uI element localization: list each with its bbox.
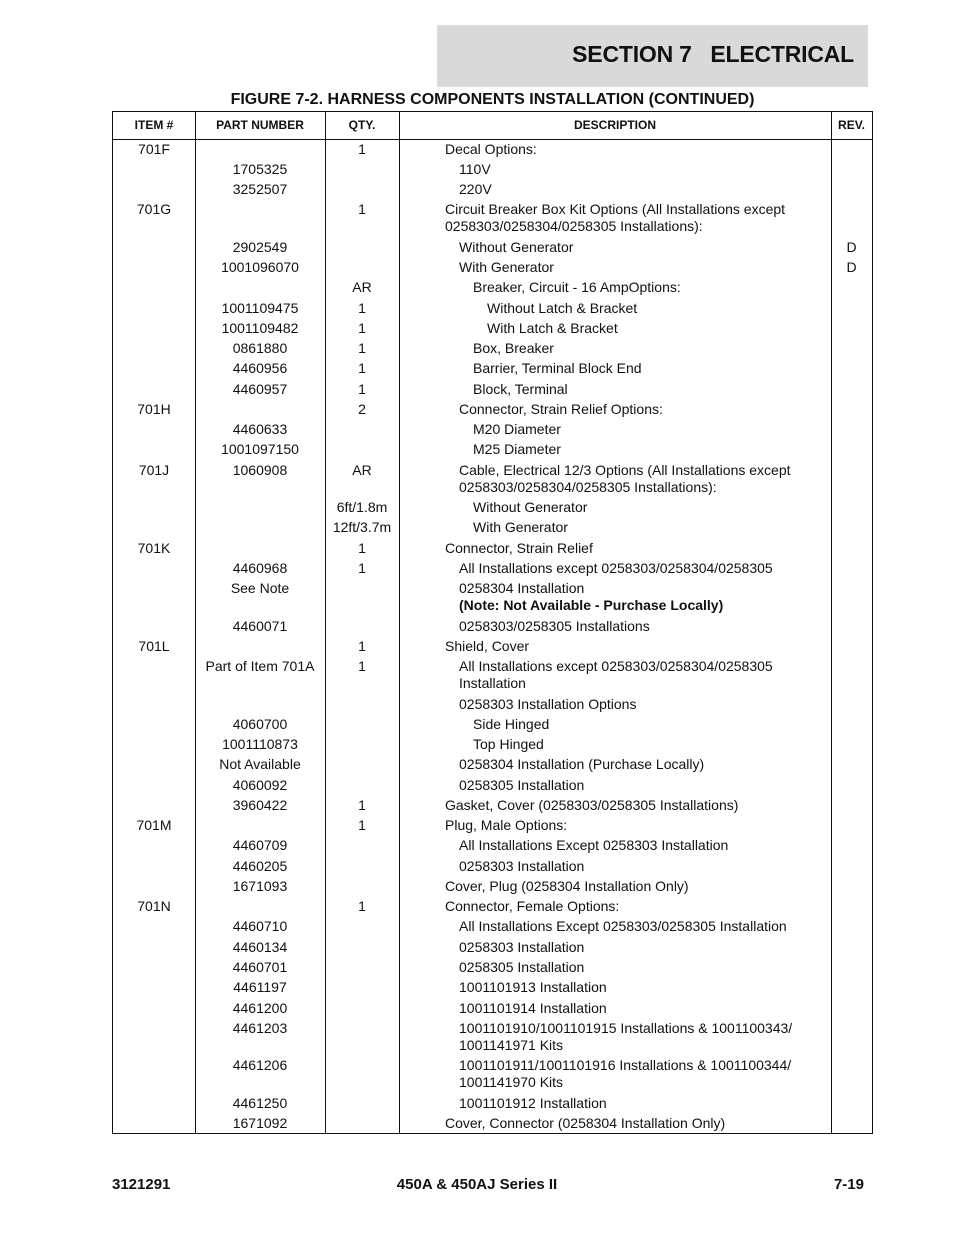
quantity-cell: 1 [358, 560, 366, 576]
table-row [113, 519, 872, 539]
description-cell [473, 340, 858, 357]
description-cell [459, 259, 844, 276]
description-cell [459, 462, 844, 496]
description-cell [473, 441, 858, 458]
description-text: Connector, Strain Relief [445, 540, 593, 556]
table-row [113, 441, 872, 461]
quantity-cell: 1 [358, 381, 366, 397]
table-row [113, 1057, 872, 1090]
part-number-cell: 1671092 [232, 1115, 288, 1131]
part-number-cell: 3252507 [232, 181, 288, 197]
table-row [113, 898, 872, 918]
description-text: M25 Diameter [473, 441, 561, 457]
quantity-cell: 1 [358, 540, 366, 556]
column-header-qty: QTY. [348, 118, 376, 132]
item-number-cell: 701N [137, 898, 171, 914]
description-text: Without Generator [473, 499, 588, 515]
description-cell [459, 1095, 844, 1112]
item-number-cell: 701M [136, 817, 172, 833]
description-cell [459, 181, 844, 198]
part-number-cell: 4461200 [232, 1000, 288, 1016]
quantity-cell: 1 [358, 817, 366, 833]
table-row [113, 797, 872, 817]
item-number-cell: 701F [138, 141, 170, 157]
table-row [113, 756, 872, 776]
description-cell [445, 638, 830, 655]
table-row [113, 878, 872, 898]
quantity-cell: 2 [358, 401, 366, 417]
description-cell [459, 777, 844, 794]
description-text: 1001101913 Installation [459, 979, 607, 995]
quantity-cell: 6ft/1.8m [336, 499, 388, 515]
doc-number: 3121291 [112, 1176, 171, 1193]
part-number-cell: 2902549 [232, 239, 288, 255]
part-number-cell: 3960422 [232, 797, 288, 813]
column-header-part-number: PART NUMBER [216, 118, 304, 132]
parts-table [112, 111, 873, 1134]
description-cell [459, 756, 844, 773]
description-cell [459, 837, 844, 854]
table-row [113, 979, 872, 999]
part-number-cell: 4060700 [232, 716, 288, 732]
table-row [113, 239, 872, 259]
quantity-cell: AR [352, 279, 372, 295]
item-number-cell: 701K [137, 540, 171, 556]
description-cell [473, 360, 858, 377]
quantity-cell: 1 [358, 797, 366, 813]
quantity-cell: 1 [358, 638, 366, 654]
description-cell [459, 918, 844, 935]
table-row [113, 340, 872, 360]
part-number-cell: Part of Item 701A [205, 658, 315, 674]
column-header-item: ITEM # [134, 118, 174, 132]
description-text: 0258305 Installation [459, 959, 585, 975]
table-row [113, 580, 872, 613]
description-cell [473, 716, 858, 733]
description-cell [459, 858, 844, 875]
description-cell [459, 939, 844, 956]
description-cell [473, 736, 858, 753]
description-text: With Latch & Bracket [487, 320, 618, 336]
part-number-cell: 4060092 [232, 777, 288, 793]
description-text: 0258305 Installation [459, 777, 585, 793]
quantity-cell: 1 [358, 141, 366, 157]
table-row [113, 837, 872, 857]
quantity-cell: AR [352, 462, 372, 478]
description-cell [459, 1000, 844, 1017]
description-cell [459, 1057, 844, 1091]
description-cell [459, 580, 844, 614]
part-number-cell: 4461206 [232, 1057, 288, 1073]
description-text: With Generator [473, 519, 568, 535]
description-text: Cover, Plug (0258304 Installation Only) [445, 878, 689, 894]
description-text: 1001101911/1001101916 Installations & 1001100344/ 1001141970 Kits [459, 1057, 792, 1090]
table-row [113, 201, 872, 234]
part-number-cell: 4460134 [232, 939, 288, 955]
quantity-cell: 1 [358, 898, 366, 914]
description-text: Barrier, Terminal Block End [473, 360, 642, 376]
part-number-cell: See Note [230, 580, 290, 596]
description-text: 1001101914 Installation [459, 1000, 607, 1016]
part-number-cell: 4460957 [232, 381, 288, 397]
description-text: All Installations Except 0258303/0258305 Installation [459, 918, 787, 934]
part-number-cell: 1060908 [232, 462, 288, 478]
table-row [113, 279, 872, 299]
part-number-cell: 1001110873 [222, 736, 298, 752]
description-text: Cable, Electrical 12/3 Options (All Installations except 0258303/0258304/0258305 Installations): [459, 462, 791, 495]
description-text: Box, Breaker [473, 340, 554, 356]
part-number-cell: 4460701 [232, 959, 288, 975]
table-row [113, 939, 872, 959]
table-row [113, 259, 872, 279]
description-text: Decal Options: [445, 141, 537, 157]
header-divider [113, 139, 872, 140]
description-cell [473, 519, 858, 536]
table-row [113, 381, 872, 401]
part-number-cell: 4460071 [232, 618, 288, 634]
table-row [113, 540, 872, 560]
description-cell [473, 381, 858, 398]
part-number-cell: 4460710 [232, 918, 288, 934]
part-number-cell: 1001109482 [221, 320, 299, 336]
table-row [113, 777, 872, 797]
description-note: (Note: Not Available - Purchase Locally) [459, 597, 724, 613]
description-text: 1001101910/1001101915 Installations & 1001100343/ 1001141971 Kits [459, 1020, 793, 1053]
part-number-cell: 4461203 [232, 1020, 288, 1036]
column-header-rev: REV. [838, 118, 865, 132]
table-row [113, 716, 872, 736]
item-number-cell: 701G [136, 201, 172, 217]
description-text: 0258303 Installation Options [459, 696, 637, 712]
description-text: Connector, Strain Relief Options: [459, 401, 663, 417]
table-row [113, 1000, 872, 1020]
table-row [113, 401, 872, 421]
description-text: Side Hinged [473, 716, 550, 732]
quantity-cell: 1 [358, 658, 366, 674]
description-cell [473, 279, 858, 296]
part-number-cell: 1671093 [232, 878, 288, 894]
table-row [113, 300, 872, 320]
description-cell [459, 959, 844, 976]
description-text: Breaker, Circuit - 16 AmpOptions: [473, 279, 681, 295]
table-row [113, 817, 872, 837]
description-text: 0258303 Installation [459, 858, 585, 874]
table-row [113, 658, 872, 691]
description-cell [445, 817, 830, 834]
table-row [113, 638, 872, 658]
description-text: M20 Diameter [473, 421, 561, 437]
description-cell [459, 618, 844, 635]
description-text: Without Generator [459, 239, 574, 255]
table-row [113, 161, 872, 181]
description-text: 0258304 Installation (Purchase Locally) [459, 756, 705, 772]
quantity-cell: 12ft/3.7m [332, 519, 392, 535]
table-row [113, 320, 872, 340]
description-text: Top Hinged [473, 736, 544, 752]
description-text: 0258304 Installation [459, 580, 585, 596]
table-row [113, 1020, 872, 1053]
description-cell [459, 401, 844, 418]
table-row [113, 141, 872, 161]
part-number-cell: 4461197 [233, 979, 287, 995]
item-number-cell: 701H [137, 401, 171, 417]
description-cell [459, 161, 844, 178]
table-row [113, 421, 872, 441]
table-row [113, 560, 872, 580]
description-text: All Installations except 0258303/0258304/0258305 Installation [459, 658, 773, 691]
part-number-cell: 4460633 [232, 421, 288, 437]
description-text: 0258303 Installation [459, 939, 585, 955]
table-row [113, 736, 872, 756]
table-row [113, 696, 872, 716]
part-number-cell: 4460709 [232, 837, 288, 853]
description-text: 0258303/0258305 Installations [459, 618, 650, 634]
part-number-cell: 4460956 [232, 360, 288, 376]
table-row [113, 959, 872, 979]
description-text: All Installations Except 0258303 Installation [459, 837, 729, 853]
table-row [113, 499, 872, 519]
table-row [113, 462, 872, 495]
description-cell [487, 320, 872, 337]
description-cell [445, 797, 830, 814]
quantity-cell: 1 [358, 320, 366, 336]
part-number-cell: 4460205 [232, 858, 288, 874]
description-cell [459, 560, 844, 577]
item-number-cell: 701L [138, 638, 170, 654]
table-row [113, 858, 872, 878]
description-text: Cover, Connector (0258304 Installation Only) [445, 1115, 726, 1131]
description-cell [445, 898, 830, 915]
column-header-description: DESCRIPTION [573, 118, 656, 132]
description-text: Plug, Male Options: [445, 817, 568, 833]
description-cell [459, 1020, 844, 1054]
description-text: Block, Terminal [473, 381, 568, 397]
description-cell [445, 1115, 830, 1132]
description-text: 110V [459, 161, 491, 177]
figure-title: FIGURE 7-2. HARNESS COMPONENTS INSTALLATION (CONTINUED) [230, 91, 755, 108]
part-number-cell: 1001109475 [221, 300, 299, 316]
description-text: 220V [459, 181, 492, 197]
description-cell [445, 141, 830, 158]
model-name: 450A & 450AJ Series II [396, 1176, 558, 1193]
section-banner [437, 25, 868, 87]
quantity-cell: 1 [358, 360, 366, 376]
table-row [113, 1095, 872, 1115]
part-number-cell: Not Available [219, 756, 301, 772]
description-text: Connector, Female Options: [445, 898, 620, 914]
page-number: 7-19 [833, 1176, 864, 1193]
revision-cell: D [846, 259, 857, 275]
description-cell [459, 979, 844, 996]
description-text: With Generator [459, 259, 554, 275]
table-row [113, 1115, 872, 1135]
part-number-cell: 1001096070 [221, 259, 299, 275]
description-text: All Installations except 0258303/0258304/0258305 [459, 560, 773, 576]
part-number-cell: 1001097150 [221, 441, 299, 457]
description-cell [445, 878, 830, 895]
description-cell [473, 499, 858, 516]
description-cell [445, 540, 830, 557]
description-cell [487, 300, 872, 317]
description-text: Shield, Cover [445, 638, 530, 654]
table-row [113, 618, 872, 638]
section-title: SECTION 7 ELECTRICAL [572, 41, 854, 67]
part-number-cell: 0861880 [232, 340, 288, 356]
description-text: Gasket, Cover (0258303/0258305 Installations) [445, 797, 739, 813]
description-cell [473, 421, 858, 438]
quantity-cell: 1 [358, 201, 366, 217]
table-row [113, 918, 872, 938]
description-cell [459, 658, 844, 692]
quantity-cell: 1 [358, 300, 366, 316]
description-text: 1001101912 Installation [459, 1095, 607, 1111]
description-cell [445, 201, 830, 235]
description-cell [459, 239, 844, 256]
quantity-cell: 1 [358, 340, 366, 356]
description-text: Circuit Breaker Box Kit Options (All Installations except 0258303/0258304/0258305 Installations): [445, 201, 786, 234]
table-row [113, 360, 872, 380]
description-text: Without Latch & Bracket [487, 300, 638, 316]
part-number-cell: 4460968 [232, 560, 288, 576]
revision-cell: D [846, 239, 857, 255]
part-number-cell: 4461250 [232, 1095, 288, 1111]
item-number-cell: 701J [138, 462, 170, 478]
part-number-cell: 1705325 [232, 161, 288, 177]
description-cell [459, 696, 844, 713]
table-row [113, 181, 872, 201]
